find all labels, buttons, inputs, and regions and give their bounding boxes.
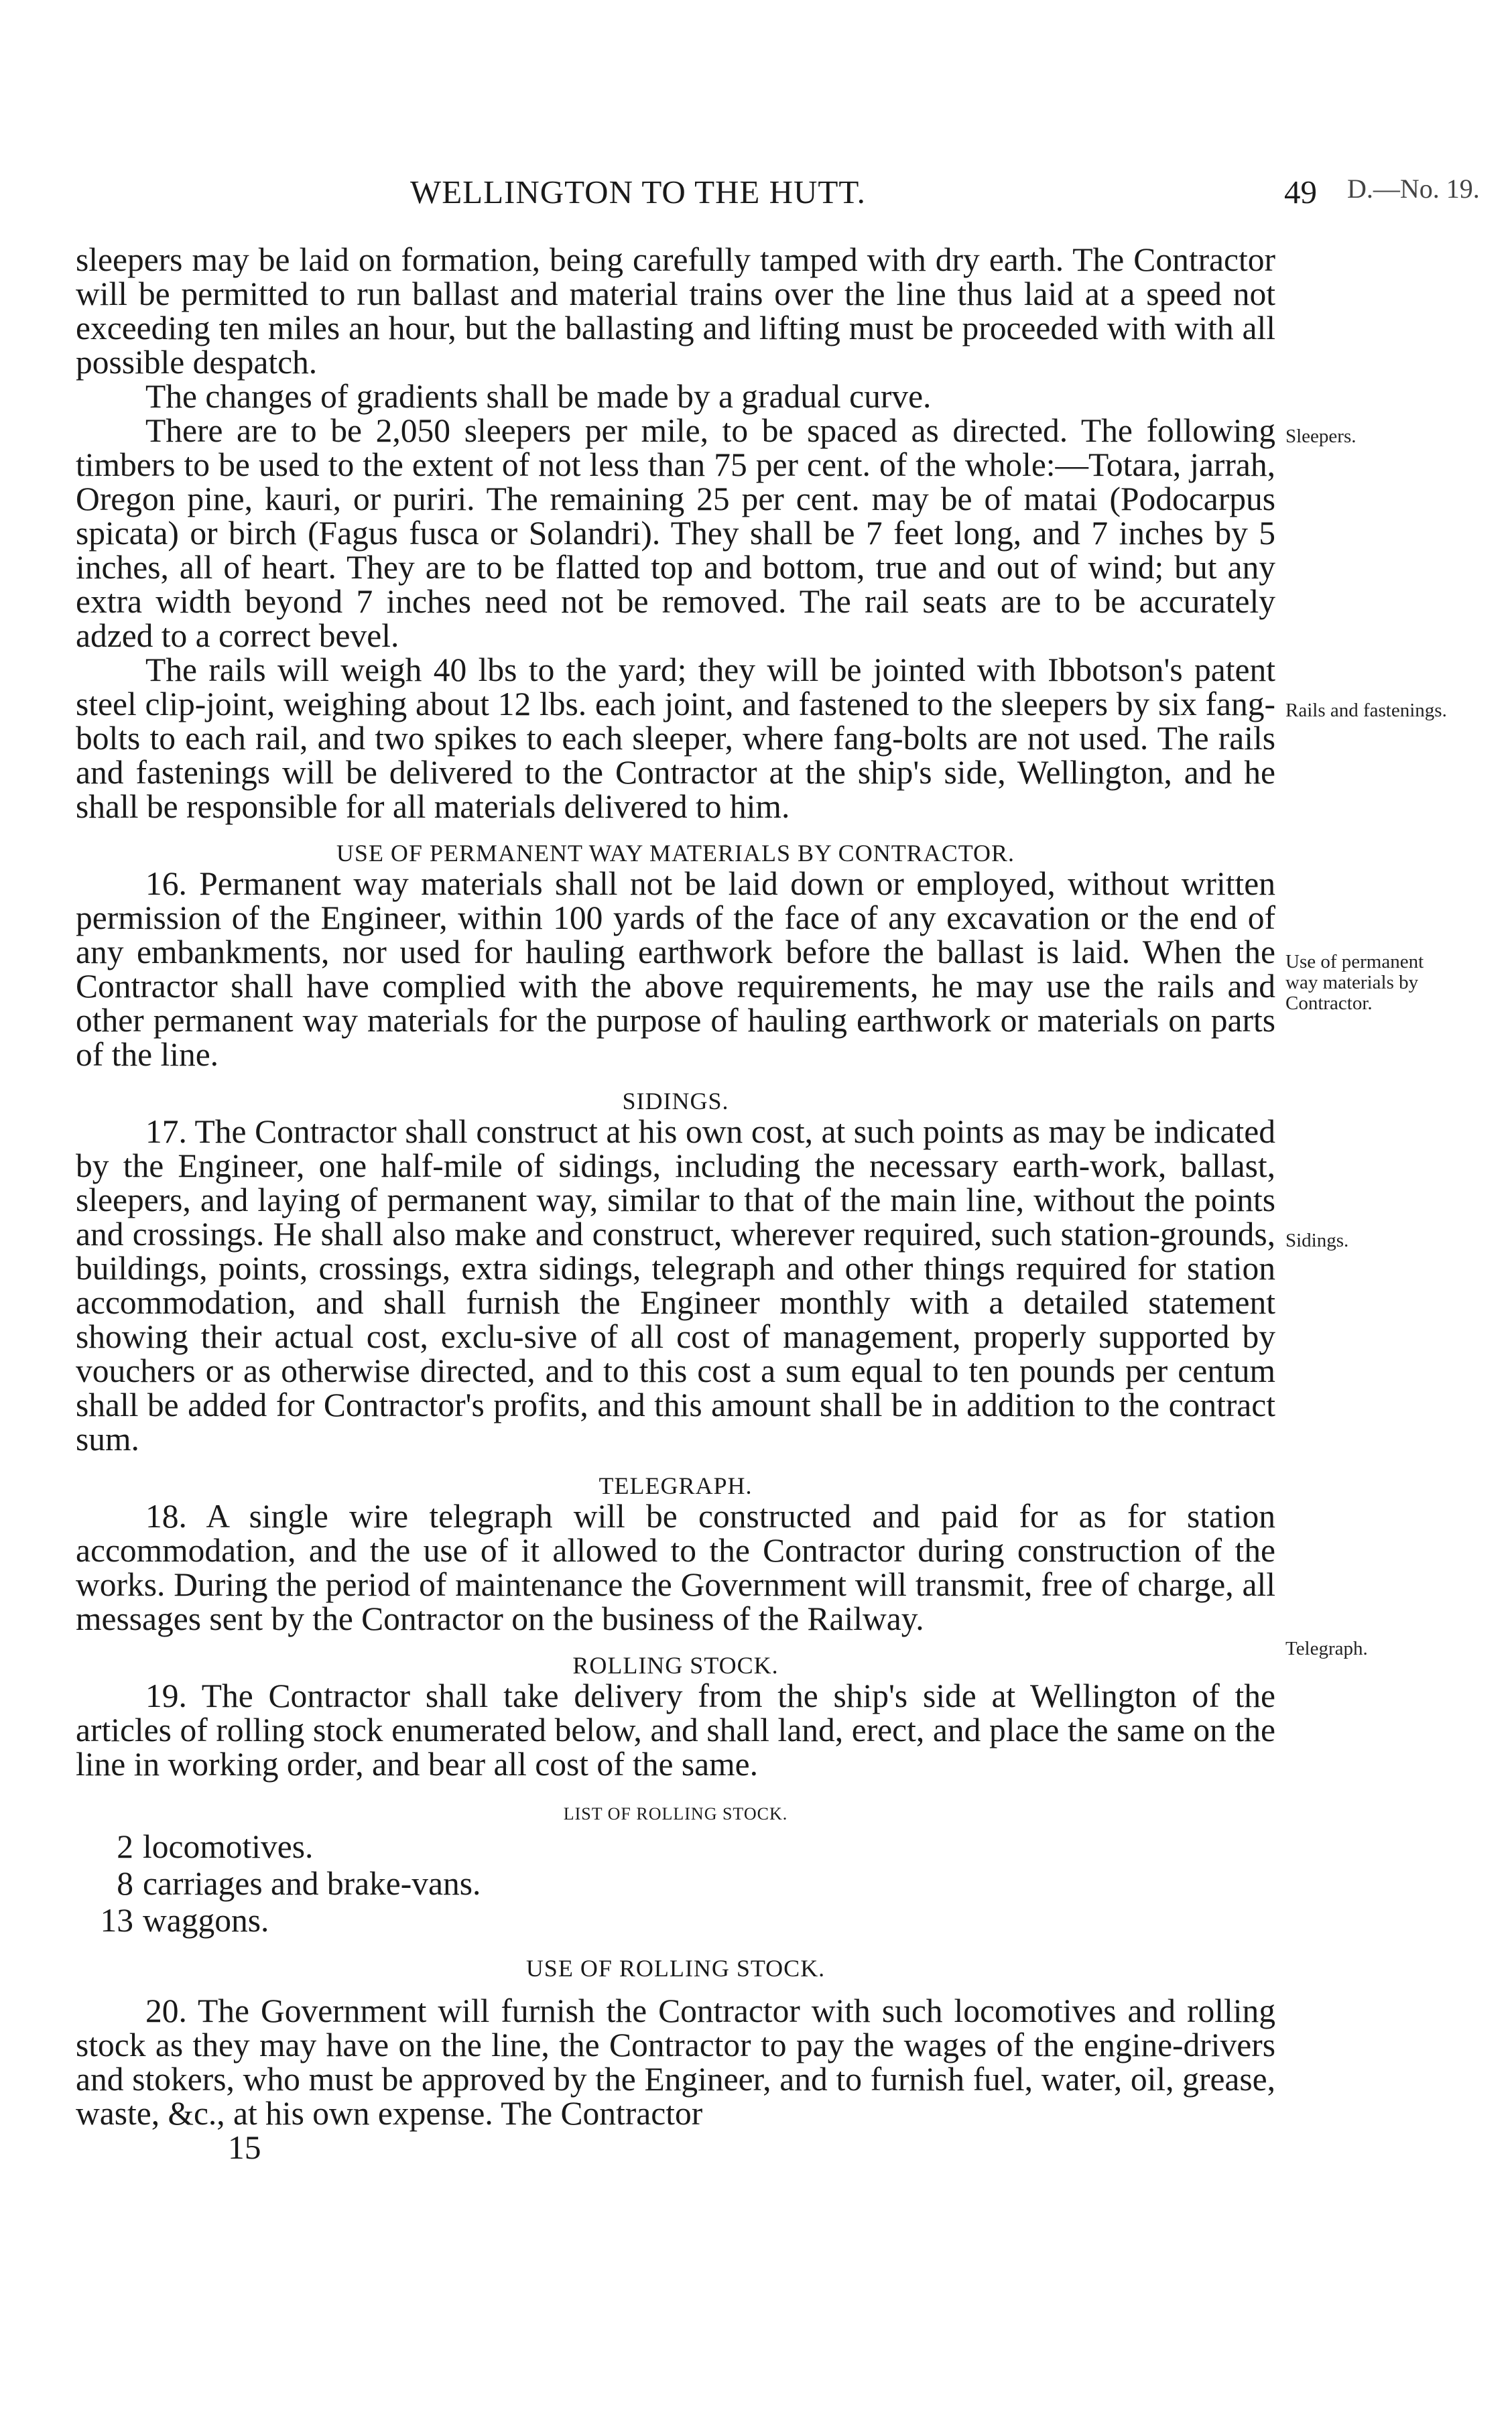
- clause-20: 20. The Government will furnish the Contractor with such locomotives and rolling stock as they may have on the line, the Contractor to pay the wages of the engine-drivers and stokers, who must be approved by the Engineer, and to furnish fuel, water, oil, grease, waste, &c., at his own expense. The Contractor: [76, 1992, 1275, 2132]
- heading-list-rolling-stock: LIST OF ROLLING STOCK.: [563, 1804, 788, 1824]
- list-description: locomotives.: [143, 1828, 314, 1865]
- clause-16: 16. Permanent way materials shall not be laid down or employed, without written permission of the Engineer, within 100 yards of the face of any excavation or the end of any embankments, nor used for hauling earthwork before the ballast is laid. When the Contractor shall have complied with the above requirements, he may use the rails and other permanent way materials for the purpose of hauling earthwork or materials on parts of the line.: [76, 865, 1275, 1073]
- page-body: [76, 243, 1275, 2165]
- list-quantity: 8: [117, 1865, 133, 1902]
- heading-sidings: SIDINGS.: [622, 1088, 729, 1114]
- paragraph-rails: The rails will weigh 40 lbs to the yard; they will be jointed with Ibbotson's patent steel clip-joint, weighing about 12 lbs. each joint, and fastened to the sleepers by six fang-bolts to each rail, and two spikes to each sleeper, where fang-bolts are not used. The rails and fastenings will be delivered to the Contractor at the ship's side, Wellington, and he shall be responsible for all materials delivered to him.: [76, 651, 1275, 825]
- list-quantity: 2: [117, 1828, 133, 1865]
- margin-note-permanent-way: Use of permanent way materials by Contractor.: [1285, 951, 1424, 1014]
- clause-17: 17. The Contractor shall construct at his own cost, at such points as may be indicated by the Engineer, one half-mile of sidings, including the necessary earth-work, ballast, sleepers, and laying of permanent way, similar to that of the main line, without the points and crossings. He shall also make and construct, wherever required, such station-grounds, buildings, points, crossings, extra sidings, telegraph and other things required for station accommodation, and shall furnish the Engineer monthly with a detailed statement showing their actual cost, exclu-sive of all cost of management, properly supported by vouchers or as otherwise directed, and to this cost a sum equal to ten pounds per centum shall be added for Contractor's profits, and this amount shall be in addition to the contract sum.: [76, 1113, 1275, 1458]
- list-item: [76, 1865, 1275, 1902]
- heading-telegraph: TELEGRAPH.: [598, 1472, 753, 1499]
- paragraph-gradients: The changes of gradients shall be made by a gradual curve.: [145, 378, 932, 415]
- heading-rolling-stock: ROLLING STOCK.: [572, 1652, 779, 1679]
- heading-use-rolling-stock: USE OF ROLLING STOCK.: [525, 1955, 826, 1982]
- list-description: waggons.: [143, 1902, 269, 1939]
- clause-19: 19. The Contractor shall take delivery from the ship's side at Wellington of the articles of rolling stock enumerated below, and shall land, erect, and place the same on the line in working order, and bear all cost of the same.: [76, 1677, 1275, 1783]
- margin-note-sidings: Sidings.: [1285, 1230, 1349, 1251]
- rolling-stock-list: [76, 1828, 1275, 1939]
- page-number: 49: [1284, 174, 1317, 210]
- list-description: carriages and brake-vans.: [143, 1865, 481, 1902]
- clause-18: 18. A single wire telegraph will be constructed and paid for as for station accommodation, and the use of it allowed to the Contractor during construction of the works. During the period of maintenance the Government will transmit, free of charge, all messages sent by the Contractor on the business of the Railway.: [76, 1498, 1275, 1637]
- margin-note-telegraph: Telegraph.: [1285, 1638, 1368, 1659]
- margin-note-rails: Rails and fastenings.: [1285, 700, 1447, 721]
- running-header-title: WELLINGTON TO THE HUTT.: [410, 174, 866, 210]
- heading-permanent-way: USE OF PERMANENT WAY MATERIALS BY CONTRACTOR.: [336, 840, 1015, 867]
- list-item: [76, 1902, 1275, 1939]
- signature-mark: 15: [228, 2129, 261, 2166]
- list-item: [76, 1828, 1275, 1865]
- document-reference: D.—No. 19.: [1347, 174, 1480, 204]
- margin-note-sleepers: Sleepers.: [1285, 426, 1357, 447]
- paragraph-sleepers-laying: sleepers may be laid on formation, being carefully tamped with dry earth. The Contractor will be permitted to run ballast and material trains over the line thus laid at a speed not exceeding ten miles an hour, but the ballasting and lifting must be proceeded with with all possible despatch.: [76, 241, 1275, 381]
- paragraph-sleepers: There are to be 2,050 sleepers per mile, to be spaced as directed. The following timbers to be used to the extent of not less than 75 per cent. of the whole:—Totara, jarrah, Oregon pine, kauri, or puriri. The remaining 25 per cent. may be of matai (Podocarpus spicata) or birch (Fagus fusca or Solandri). They shall be 7 feet long, and 7 inches by 5 inches, all of heart. They are to be flatted top and bottom, true and out of wind; but any extra width beyond 7 inches need not be removed. The rail seats are to be accurately adzed to a correct bevel.: [76, 412, 1275, 654]
- list-quantity: 13: [100, 1902, 133, 1939]
